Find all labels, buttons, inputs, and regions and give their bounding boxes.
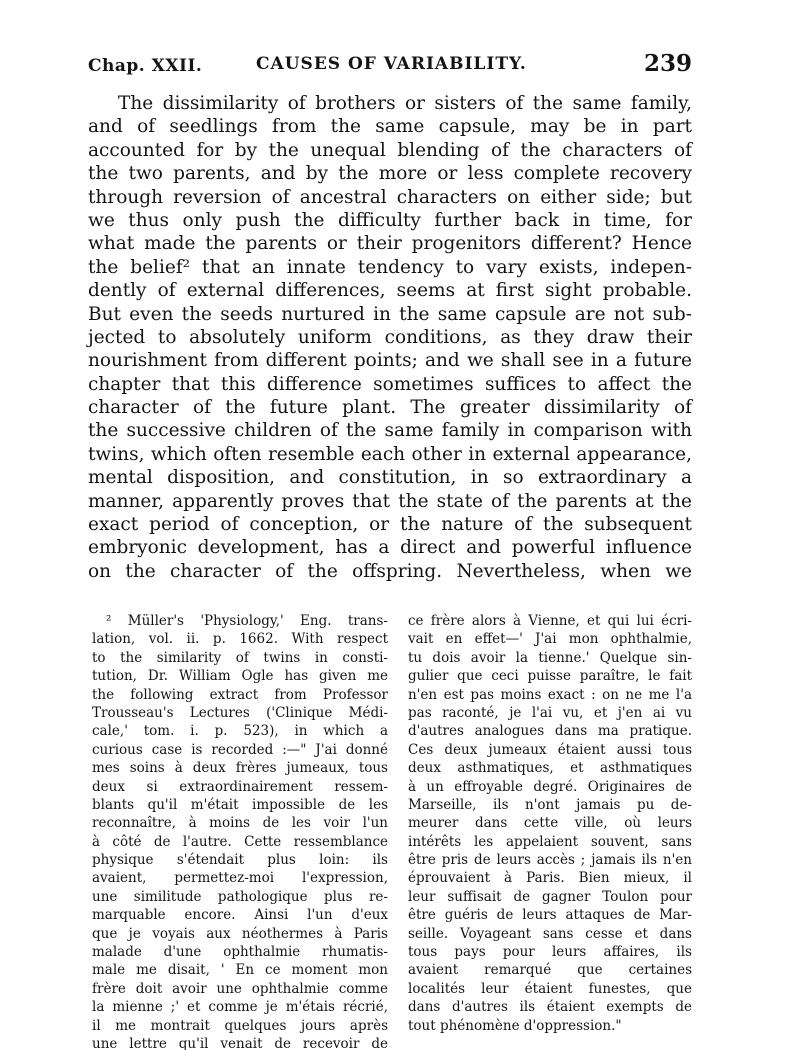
text-line: seille. Voyageant sans cesse et dans — [408, 925, 692, 942]
running-header — [88, 50, 692, 80]
text-line: que je voyais aux néothermes à Paris — [92, 925, 388, 942]
text-line: tout phénomène d'oppression." — [408, 1017, 622, 1034]
text-line: éprouvaient à Paris. Bien mieux, il — [408, 870, 692, 887]
text-line: the successive children of the same family in comparison with — [88, 420, 692, 442]
text-line: une lettre qu'il venait de recevoir de — [92, 1035, 388, 1050]
text-line: ce frère alors à Vienne, et qui lui écri- — [408, 613, 692, 629]
text-line: the following extract from Professor — [92, 686, 388, 703]
text-line: jected to absolutely uniform conditions, as they draw their — [88, 326, 692, 348]
text-line: we thus only push the difficulty further back in time, for — [88, 209, 692, 231]
main-paragraph — [88, 92, 692, 583]
text-line: The dissimilarity of brothers or sisters of the same family, — [118, 93, 692, 114]
text-line: marquable encore. Ainsi l'un d'eux — [92, 907, 388, 924]
text-line: tous pays pour leurs affaires, ils — [408, 944, 692, 961]
text-line: the belief² that an innate tendency to vary exists, indepen- — [88, 256, 692, 278]
text-line: il me montrait quelques jours après — [92, 1017, 388, 1034]
text-line: être pris de leurs accès ; jamais ils n'en — [408, 852, 692, 869]
text-line: vait en effet—' J'ai mon ophthalmie, — [408, 631, 692, 648]
text-line: gulier que ceci puisse paraître, le fait — [408, 668, 692, 685]
text-line: ² Müller's 'Physiology,' Eng. trans- — [106, 613, 388, 629]
text-line: mes soins à deux frères jumeaux, tous — [92, 760, 388, 777]
running-title: CAUSES OF VARIABILITY. — [256, 54, 527, 74]
text-line: physique s'étendait plus loin: ils — [92, 852, 388, 869]
text-line: à un effroyable degré. Originaires de — [408, 778, 692, 795]
chapter-label: Chap. XXII. — [88, 56, 203, 76]
text-line: accounted for by the unequal blending of the characters of — [88, 139, 692, 161]
text-line: cale,' tom. i. p. 523), in which a — [92, 723, 388, 740]
text-line: deux si extraordinairement ressem- — [92, 778, 388, 795]
text-line: d'autres analogues dans ma pratique. — [408, 723, 692, 740]
text-line: être guéris de leurs attaques de Mar- — [408, 907, 692, 924]
text-line: embryonic development, has a direct and powerful influence — [88, 537, 692, 559]
text-line: But even the seeds nurtured in the same capsule are not sub- — [88, 303, 692, 325]
text-line: tu dois avoir la tienne.' Quelque sin- — [408, 649, 692, 666]
page-number: 239 — [643, 50, 692, 77]
text-line: meurer dans cette ville, où leurs — [408, 815, 692, 832]
text-line: deux asthmatiques, et asthmatiques — [408, 760, 692, 777]
text-line: à côté de l'autre. Cette ressemblance — [92, 833, 388, 850]
text-line: la mienne ;' et comme je m'étais récrié, — [92, 999, 388, 1016]
text-line: dans d'autres ils étaient exempts de — [408, 999, 692, 1016]
text-line: character of the future plant. The greater dissimilarity of — [88, 397, 692, 419]
text-line: the two parents, and by the more or less complete recovery — [88, 163, 692, 185]
text-line: intérêts les appelaient souvent, sans — [408, 833, 692, 850]
text-line: n'en est pas moins exact : on ne me l'a — [408, 686, 692, 703]
text-line: Ces deux jumeaux étaient aussi tous — [408, 741, 692, 758]
text-line: lation, vol. ii. p. 1662. With respect — [92, 631, 388, 648]
footnote-left-column — [92, 612, 388, 1050]
text-line: manner, apparently proves that the state of the parents at the — [88, 490, 692, 512]
text-line: chapter that this difference sometimes suffices to affect the — [88, 373, 692, 395]
text-line: malade d'une ophthalmie rhumatis- — [92, 944, 388, 961]
text-line: and of seedlings from the same capsule, may be in part — [88, 116, 692, 138]
text-line: frère doit avoir une ophthalmie comme — [92, 980, 388, 997]
text-line: male me disait, ' En ce moment mon — [92, 962, 388, 979]
text-line: localités leur étaient funestes, que — [408, 980, 692, 997]
text-line: exact period of conception, or the nature of the subsequent — [88, 514, 692, 536]
text-line: nourishment from different points; and we shall see in a future — [88, 350, 692, 372]
text-line: mental disposition, and constitution, in so extraordinary a — [88, 467, 692, 489]
footnote-right-column — [408, 612, 692, 1035]
text-line: blants qu'il m'était impossible de les — [92, 796, 388, 813]
text-line: dently of external differences, seems at first sight probable. — [88, 280, 692, 302]
text-line: to the similarity of twins in consti- — [92, 649, 388, 666]
text-line: reconnaître, à moins de les voir l'un — [92, 815, 388, 832]
text-line: une similitude pathologique plus re- — [92, 888, 388, 905]
text-line: pas raconté, je l'ai vu, et j'en ai vu — [408, 704, 692, 721]
text-line: tution, Dr. William Ogle has given me — [92, 668, 388, 685]
text-line: Trousseau's Lectures ('Clinique Médi- — [92, 704, 388, 721]
text-line: through reversion of ancestral characters on either side; but — [88, 186, 692, 208]
text-line: leur suffisait de gagner Toulon pour — [408, 888, 692, 905]
text-line: avaient, permettez-moi l'expression, — [92, 870, 388, 887]
text-line: twins, which often resemble each other in external appearance, — [88, 443, 692, 465]
text-line: what made the parents or their progenitors different? Hence — [88, 233, 692, 255]
text-line: on the character of the offspring. Nevertheless, when we — [88, 560, 692, 582]
text-line: curious case is recorded :—" J'ai donné — [92, 741, 388, 758]
text-line: Marseille, ils n'ont jamais pu de- — [408, 796, 692, 813]
text-line: avaient remarqué que certaines — [408, 962, 692, 979]
